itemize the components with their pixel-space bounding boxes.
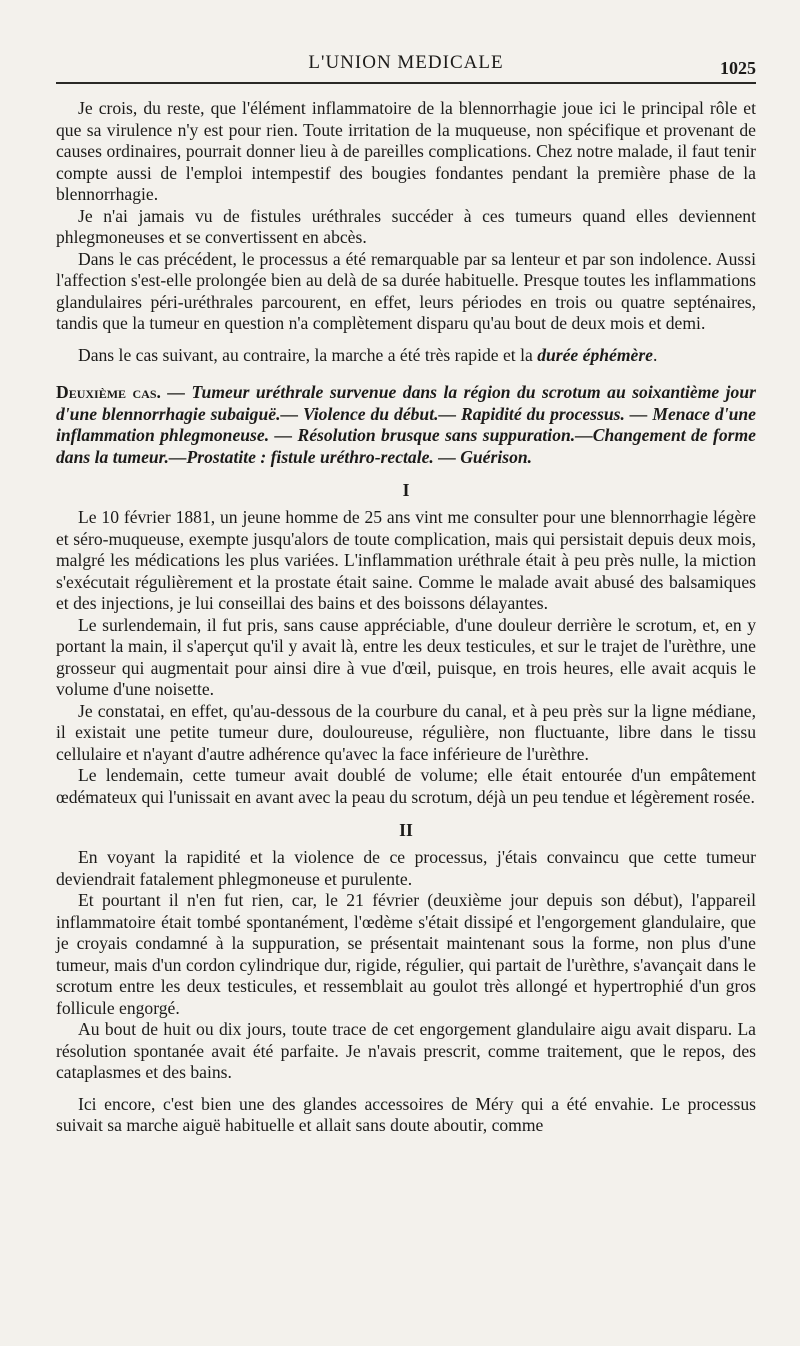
paragraph: Le surlendemain, il fut pris, sans cause appréciable, d'une douleur derrière le scrotum, et, en y portant la main, il s'aperçut qu'il y avait là, entre les deux testicules, et sur le trajet de l'urèthre, une grosseur qui augmentait pour ainsi dire à vue d'œil, puisque, en trois heures, elle avait acquis le volume d'une noisette. xyxy=(56,614,756,699)
transition-paragraph xyxy=(56,345,756,367)
case-label: Deuxième cas. xyxy=(56,382,161,402)
paragraph: Dans le cas précédent, le processus a été remarquable par sa lenteur et par son indolence. Aussi l'affection s'est-elle prolongée bien au delà de sa durée habituelle. Presque toutes les inflammations glandulaires péri-uréthrales parcourent, en effet, leurs périodes en trois ou quatre septénaires, tandis que la tumeur en question n'a complètement disparu qu'au bout de deux mois et demi. xyxy=(56,248,756,333)
paragraph: Et pourtant il n'en fut rien, car, le 21 février (deuxième jour depuis son début), l'appareil inflammatoire était tombé spontanément, l'œdème s'était dissipé et l'engorgement glandulaire, que je croyais condamné à la suppuration, se présentait maintenant sous la forme, non plus d'une tumeur, mais d'un cordon cylindrique dur, rigide, régulier, qui partait de l'urèthre, s'avançait dans le scrotum entre les deux testicules, et ressemblait au goulot très allongé et hypertrophié d'un gros follicule engorgé. xyxy=(56,890,756,1018)
paragraph: Je n'ai jamais vu de fistules uréthrales succéder à ces tumeurs quand elles deviennent phlegmoneuses et se convertissent en abcès. xyxy=(56,205,756,247)
paragraph: Le lendemain, cette tumeur avait doublé de volume; elle était entourée d'un empâtement œdémateux qui l'unissait en avant avec la peau du scrotum, déjà un peu tendue et légèrement rosée. xyxy=(56,765,756,807)
intro-section xyxy=(56,98,756,366)
paragraph: Le 10 février 1881, un jeune homme de 25 ans vint me consulter pour une blennorrhagie légère et séro-muqueuse, exempte jusqu'alors de toute complication, mais qui persistait depuis deux mois, malgré les médications les plus variées. L'inflammation uréthrale était à peu près nulle, la miction s'exécutait régulièrement et la prostate était saine. Comme le malade avait abusé des balsamiques et des injections, je lui conseillai des bains et des boissons délayantes. xyxy=(56,507,756,613)
journal-title: L'UNION MEDICALE xyxy=(308,52,504,73)
emphasis-text: durée éphémère xyxy=(537,344,653,365)
case-heading xyxy=(56,382,756,468)
case-description: — Tumeur uréthrale survenue dans la région du scrotum au soixantième jour d'une blennorrhagie subaiguë.— Violence du début.— Rapidité du processus. — Menace d'une inflammation phlegmoneuse. — Résolution brusque sans suppuration.—Changement de forme dans la tumeur.—Prostatite : fistule uréthro-rectale. — Guérison. xyxy=(56,382,756,467)
paragraph: Je crois, du reste, que l'élément inflammatoire de la blennorrhagie joue ici le principal rôle et que sa virulence n'y est pour rien. Toute irritation de la muqueuse, non spécifique et provenant de causes ordinaires, pourrait donner lieu à de pareilles complications. Chez notre malade, il faut tenir compte aussi de l'emploi intempestif des bougies fondantes pendant la première phase de la blennorrhagie. xyxy=(56,98,756,204)
section-2 xyxy=(56,820,756,1137)
paragraph: En voyant la rapidité et la violence de ce processus, j'étais convaincu que cette tumeur deviendrait fatalement phlegmoneuse et purulente. xyxy=(56,847,756,889)
paragraph: Je constatai, en effet, qu'au-dessous de la courbure du canal, et à peu près sur la ligne médiane, il existait une petite tumeur dure, douloureuse, régulière, non fluctuante, libre dans le tissu cellulaire et n'ayant d'autre adhérence qu'avec la face inférieure de l'urèthre. xyxy=(56,700,756,764)
section-numeral: I xyxy=(402,480,410,500)
page-number: 1025 xyxy=(720,58,756,78)
transition-end: . xyxy=(652,344,658,365)
paragraph: Au bout de huit ou dix jours, toute trace de cet engorgement glandulaire aigu avait disparu. La résolution spontanée avait été parfaite. Je n'avais prescrit, comme traitement, que le repos, des cataplasmes et des bains. xyxy=(56,1019,756,1082)
section-1 xyxy=(56,480,756,808)
transition-text: Dans le cas suivant, au contraire, la marche a été très rapide et la xyxy=(78,344,538,365)
running-head xyxy=(56,48,756,84)
section-numeral: II xyxy=(399,820,413,840)
paragraph: Ici encore, c'est bien une des glandes accessoires de Méry qui a été envahie. Le processus suivait sa marche aiguë habituelle et allait sans doute aboutir, comme xyxy=(56,1093,756,1135)
